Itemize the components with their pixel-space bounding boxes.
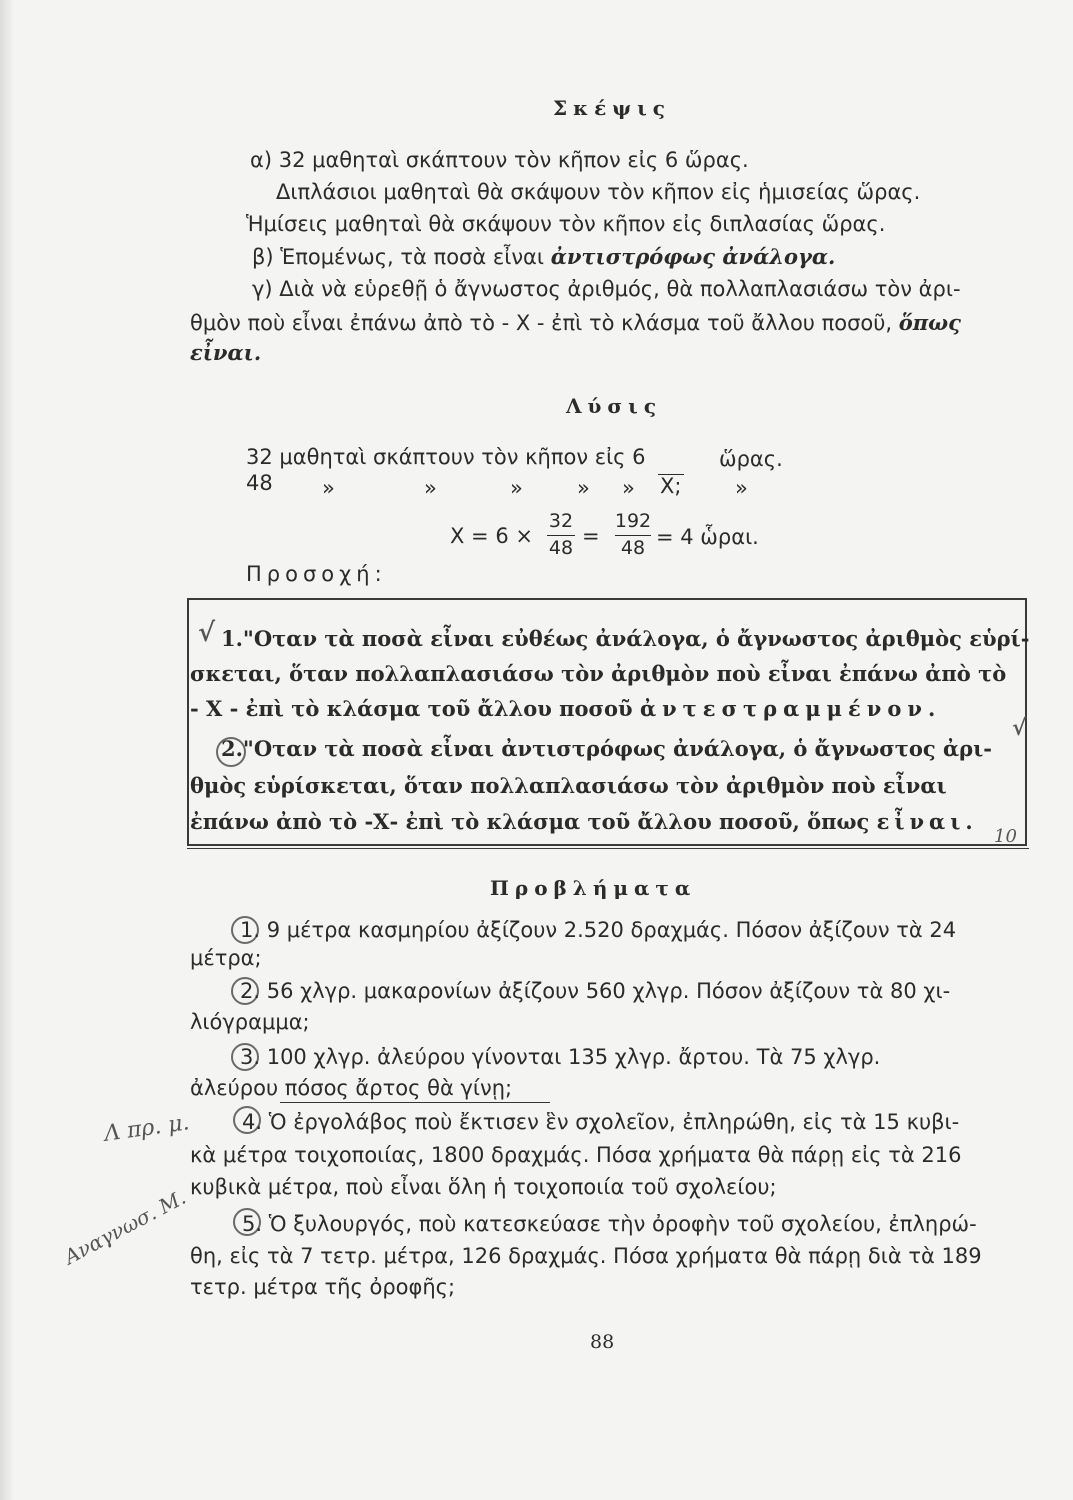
- reasoning-a3: Ἡμίσεις μαθηταὶ θὰ σκάψουν τὸν κῆπον εἰς διπλασίας ὥρας.: [246, 212, 886, 236]
- problem4-line1: 4. Ὁ ἐργολάβος ποὺ ἔκτισεν ἓν σχολεῖον, ἐπληρώθη, εἰς τὰ 15 κυβι-: [242, 1110, 960, 1134]
- fraction1-numerator: 32: [548, 510, 574, 532]
- problem1-line2: μέτρα;: [190, 946, 262, 970]
- rule2-line3: [190, 809, 978, 834]
- problem4-line3: κυβικὰ μέτρα, ποὺ εἶναι ὅλη ἡ τοιχοποιία τοῦ σχολείου;: [190, 1175, 777, 1199]
- reasoning-b-emphasis: ἀντιστρόφως ἀνάλογα.: [550, 244, 836, 269]
- handwritten-note-2: Αναγνωσ. Μ.: [60, 1185, 190, 1269]
- equation-lhs: Χ = 6 ×: [450, 524, 533, 548]
- problem2-line2: λιόγραμμα;: [190, 1010, 310, 1034]
- problem3-line1: 3. 100 χλγρ. ἀλεύρου γίνονται 135 χλγρ. ἄρτου. Τὰ 75 χλγρ.: [240, 1045, 881, 1069]
- ditto-mark-3: »: [510, 476, 523, 500]
- solution-row2-unknown: Χ;: [660, 474, 682, 498]
- problem5-line3: τετρ. μέτρα τῆς ὀροφῆς;: [190, 1275, 456, 1299]
- ditto-mark-4: »: [577, 476, 590, 500]
- solution-row1-unit: ὥρας.: [719, 447, 783, 471]
- solution-heading: Λύσις: [566, 394, 662, 418]
- box-handwritten-mark: 10: [994, 826, 1017, 847]
- rule1-line3: [190, 696, 941, 721]
- attention-label: Προσοχή:: [246, 562, 387, 586]
- reasoning-c1: γ) Διὰ νὰ εὑρεθῇ ὁ ἄγνωστος ἀριθμός, θὰ πολλαπλασιάσω τὸν ἀρι-: [252, 277, 961, 301]
- equation-rhs: = 4 ὧραι.: [656, 525, 759, 549]
- solution-row2-number: 48: [246, 471, 273, 495]
- reasoning-c2-emphasis: ὅπως: [898, 310, 961, 335]
- rule2-line2: θμὸς εὑρίσκεται, ὅταν πολλαπλασιάσω τὸν ἀριθμὸν ποὺ εἶναι: [190, 773, 947, 798]
- reasoning-c2: [190, 310, 961, 335]
- problem5-line2: θη, εἰς τὰ 7 τετρ. μέτρα, 126 δραχμάς. Πόσα χρήματα θὰ πάρῃ διὰ τὰ 189: [190, 1244, 982, 1268]
- ditto-mark-2: »: [424, 476, 437, 500]
- fraction2-bar: [615, 535, 651, 536]
- equation-equals: =: [582, 524, 600, 548]
- problem4-line2: κὰ μέτρα τοιχοποιίας, 1800 δραχμάς. Πόσα χρήματα θὰ πάρῃ εἰς τὰ 216: [190, 1143, 962, 1167]
- check-mark-icon: √: [198, 618, 216, 648]
- ditto-mark-6: »: [735, 476, 748, 500]
- reasoning-c3: εἶναι.: [190, 340, 262, 365]
- rule1-line3-emphasis: ἀντεστραμμένον.: [639, 696, 942, 721]
- problem1-line1: 1. 9 μέτρα κασμηρίου ἀξίζουν 2.520 δραχμάς. Πόσον ἀξίζουν τὰ 24: [240, 918, 957, 942]
- rules-box-underline: [187, 848, 1029, 849]
- problem5-line1: 5. Ὁ ξυλουργός, ποὺ κατεσκεύασε τὴν ὀροφὴν τοῦ σχολείου, ἐπληρώ-: [242, 1212, 977, 1236]
- reasoning-a2: Διπλάσιοι μαθηταὶ θὰ σκάψουν τὸν κῆπον εἰς ἡμισείας ὥρας.: [276, 180, 921, 204]
- fraction1-bar: [547, 535, 575, 536]
- reasoning-b-text: β) Ἑπομένως, τὰ ποσὰ εἶναι: [252, 245, 551, 269]
- rule2-line1: 2."Οταν τὰ ποσὰ εἶναι ἀντιστρόφως ἀνάλογα, ὁ ἄγνωστος ἀρι-: [221, 736, 992, 761]
- rule2-line3-text: ἐπάνω ἀπὸ τὸ -Χ- ἐπὶ τὸ κλάσμα τοῦ ἄλλου ποσοῦ, ὅπως: [190, 809, 877, 834]
- rule1-line3-text: - Χ - ἐπὶ τὸ κλάσμα τοῦ ἄλλου ποσοῦ: [190, 696, 640, 721]
- reasoning-a1: α) 32 μαθηταὶ σκάπτουν τὸν κῆπον εἰς 6 ὥρας.: [250, 148, 749, 172]
- fraction2-numerator: 192: [614, 510, 652, 532]
- ditto-mark-1: »: [322, 476, 335, 500]
- problem2-line1: 2. 56 χλγρ. μακαρονίων ἀξίζουν 560 χλγρ. Πόσον ἀξίζουν τὰ 80 χι-: [240, 979, 951, 1003]
- solution-row1: 32 μαθηταὶ σκάπτουν τὸν κῆπον εἰς 6: [246, 445, 646, 469]
- page-edge-shadow: [0, 0, 14, 1500]
- rule2-line3-emphasis: εἶναι.: [876, 809, 978, 834]
- problems-heading: Προβλήματα: [490, 876, 697, 900]
- circle-mark-icon: [216, 737, 246, 767]
- problem3-line2: ἀλεύρου πόσος ἄρτος θὰ γίνῃ;: [190, 1076, 513, 1100]
- check-mark-icon-2: √: [1012, 715, 1027, 741]
- reasoning-b: [252, 244, 835, 269]
- fraction2-denominator: 48: [620, 537, 646, 559]
- problem3-underline: [280, 1102, 550, 1103]
- rule1-line1: 1."Οταν τὰ ποσὰ εἶναι εὐθέως ἀνάλογα, ὁ ἄγνωστος ἀριθμὸς εὑρί-: [221, 626, 1030, 651]
- rule1-line2: σκεται, ὅταν πολλαπλασιάσω τὸν ἀριθμὸν ποὺ εἶναι ἐπάνω ἀπὸ τὸ: [190, 661, 1007, 686]
- fraction1-denominator: 48: [548, 537, 574, 559]
- handwritten-note-1: Λ πρ. μ.: [102, 1110, 191, 1147]
- page-number: 88: [590, 1331, 615, 1353]
- reasoning-c2-text: θμὸν ποὺ εἶναι ἐπάνω ἀπὸ τὸ - Χ - ἐπὶ τὸ κλάσμα τοῦ ἄλλου ποσοῦ,: [190, 311, 899, 335]
- section-title: Σκέψις: [553, 96, 671, 120]
- ditto-mark-5: »: [622, 476, 635, 500]
